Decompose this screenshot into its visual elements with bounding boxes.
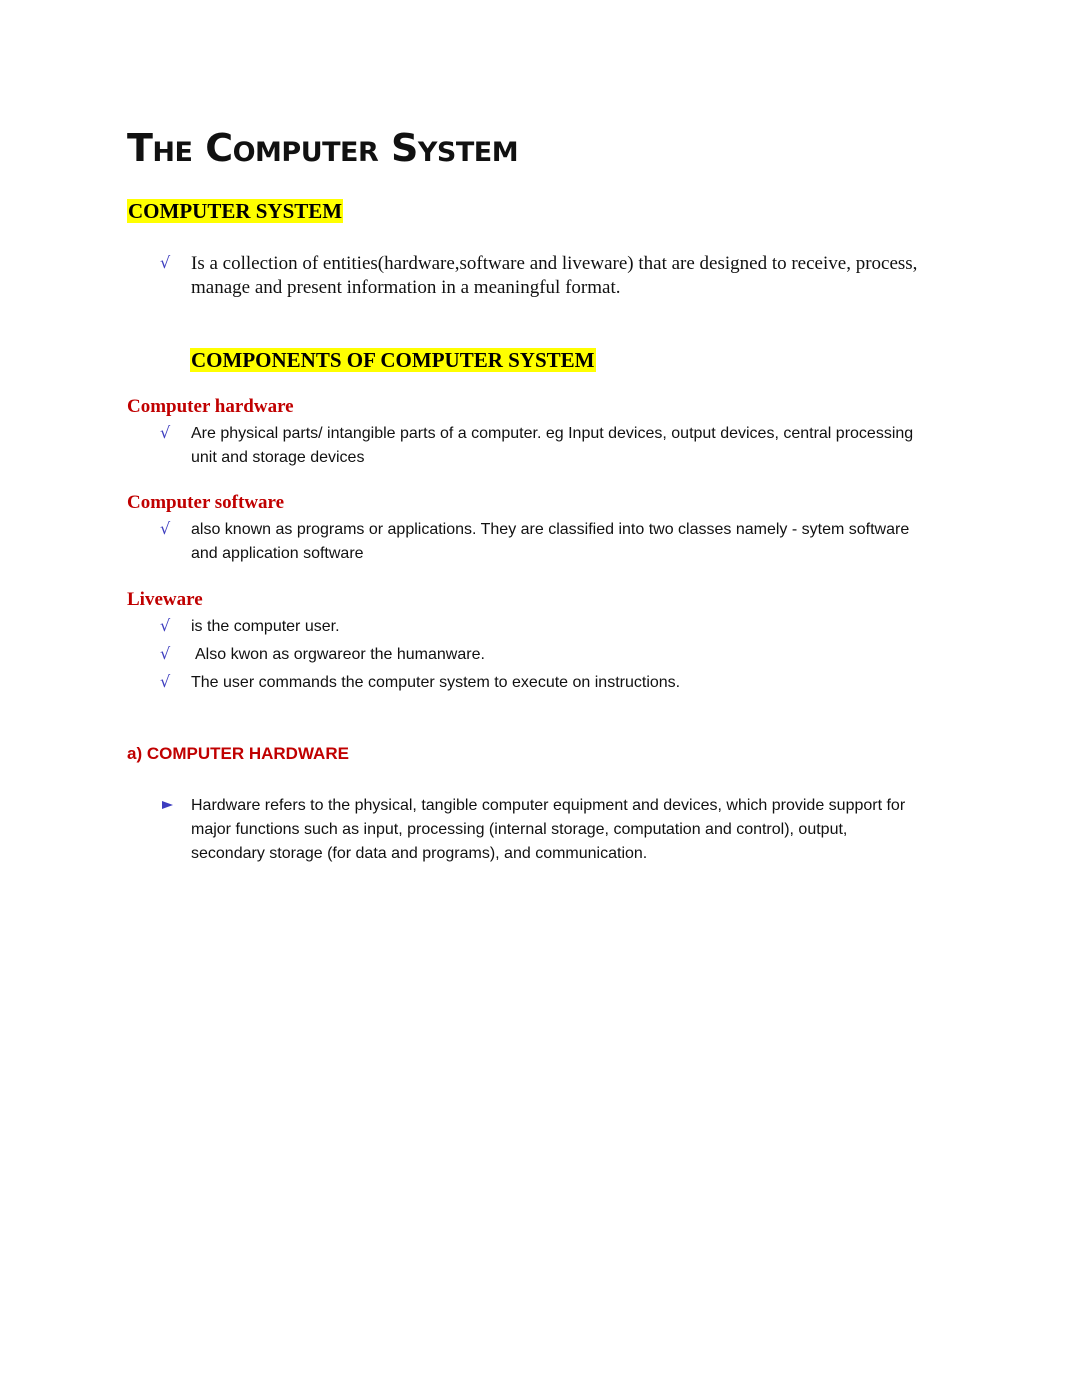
check-mark-icon: √ (160, 423, 171, 442)
check-mark-icon: √ (160, 253, 171, 272)
section-heading-computer-system: COMPUTER SYSTEM (128, 199, 343, 223)
hardware-heading: Computer hardware (127, 396, 294, 417)
liveware-item: is the computer user. (191, 618, 340, 635)
hardware-section-heading: a) COMPUTER HARDWARE (127, 744, 349, 763)
arrow-bullet-icon (162, 801, 173, 809)
check-mark-icon: √ (160, 672, 171, 691)
liveware-item: Also kwon as orgwareor the humanware. (195, 646, 485, 663)
check-mark-icon: √ (160, 519, 171, 538)
check-mark-icon: √ (160, 644, 171, 663)
document-title: The Computer System (127, 126, 519, 170)
software-text: also known as programs or applications. They are classified into two classes namely - sytem software and application software (191, 521, 910, 562)
hardware-text: Are physical parts/ intangible parts of a computer. eg Input devices, output devices, central processing unit and storage devices (191, 425, 914, 466)
hardware-section-text: Hardware refers to the physical, tangible computer equipment and devices, which provide support for major functions such as input, processing (internal storage, computation and control), output, secondary storage (for data and programs), and communication. (191, 797, 906, 862)
liveware-item: The user commands the computer system to execute on instructions. (191, 674, 681, 691)
software-heading: Computer software (127, 492, 285, 513)
liveware-heading: Liveware (127, 589, 203, 610)
check-mark-icon: √ (160, 616, 171, 635)
definition-text: Is a collection of entities(hardware,software and liveware) that are designed to receive, process, manage and present information in a meaningful format. (191, 253, 918, 298)
components-heading: COMPONENTS OF COMPUTER SYSTEM (191, 348, 595, 372)
